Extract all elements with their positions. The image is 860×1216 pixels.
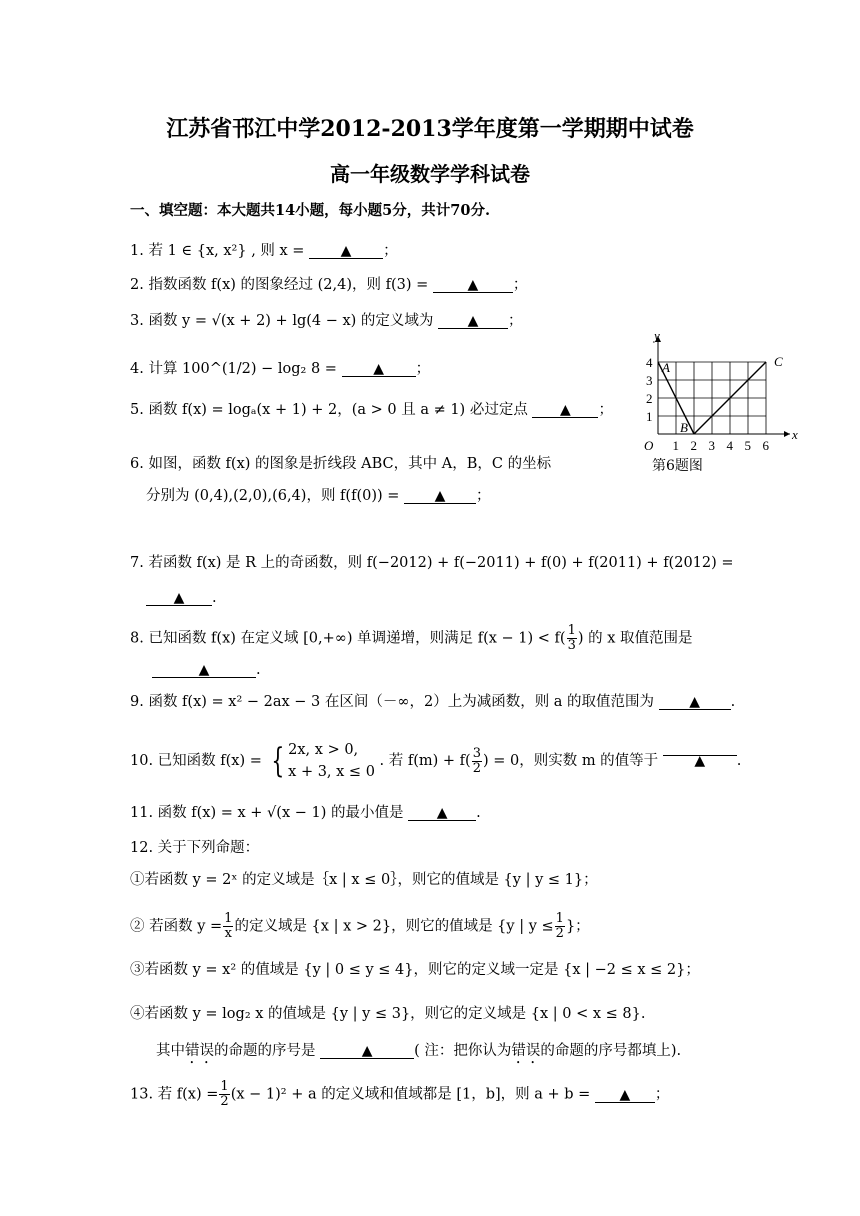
question-7-answer-line — [146, 588, 217, 608]
q12-proposition-3: ③若函数 y = x² 的值域是 {y | 0 ≤ y ≤ 4}，则它的定义域一定是 {x | −2 ≤ x ≤ 2}； — [130, 962, 700, 978]
exam-title: 江苏省邗江中学2012-2013学年度第一学期期中试卷 — [166, 116, 694, 142]
q10-number: 10. — [130, 753, 154, 769]
answer-triangle-icon: ▲ — [340, 243, 352, 259]
q10-answer-blank[interactable] — [663, 738, 737, 769]
section-heading: 一、填空题：本大题共14小题，每小题5分，共计70分. — [130, 202, 490, 219]
q2-text: 指数函数 f(x) 的图象经过 (2,4)，则 f(3) = — [148, 277, 429, 293]
q7-number: 7. — [130, 555, 144, 571]
figure-axes — [644, 328, 798, 453]
q10-end: . — [736, 753, 742, 769]
y-tick-label: 3 — [646, 373, 653, 388]
figure-plot — [658, 354, 783, 435]
q12-ask-c: ( 注：把你认为 — [414, 1043, 512, 1059]
x-axis-arrow-icon — [784, 431, 790, 437]
q7-answer-blank[interactable] — [146, 588, 212, 606]
q4-number: 4. — [130, 361, 144, 377]
q11-number: 11. — [130, 805, 154, 821]
fraction-denominator: x — [224, 926, 232, 941]
question-6-line1 — [130, 454, 551, 474]
q10-fraction — [472, 747, 482, 776]
x-axis-label: x — [792, 427, 798, 442]
question-8-answer-line — [152, 660, 261, 680]
question-12 — [130, 838, 259, 858]
question-2 — [130, 275, 527, 295]
q3-end: ； — [508, 313, 523, 329]
q12-ask-emphasis-2: 错误 — [511, 1043, 541, 1059]
q12-p2-fraction — [223, 912, 233, 941]
answer-triangle-icon: ▲ — [173, 590, 185, 606]
q6-figure — [636, 318, 796, 478]
q12-ask-emphasis: 错误 — [185, 1043, 214, 1059]
answer-triangle-icon: ▲ — [467, 313, 479, 329]
fraction-denominator: 3 — [567, 638, 576, 653]
y-tick-label: 2 — [646, 391, 653, 406]
point-label-b: B — [680, 420, 688, 435]
q2-answer-blank[interactable] — [433, 275, 513, 293]
q6-answer-blank[interactable] — [404, 486, 476, 504]
q10-case-1: 2x, x > 0, — [288, 742, 359, 758]
point-label-a: A — [662, 360, 670, 375]
question-8 — [130, 624, 693, 653]
answer-triangle-icon: ▲ — [373, 361, 384, 377]
q10-post: ) = 0，则实数 m 的值等于 — [482, 753, 659, 769]
x-tick-label: 5 — [744, 438, 751, 453]
q1-answer-blank[interactable] — [309, 241, 383, 259]
q6-number: 6. — [130, 456, 144, 472]
q10-pre: 已知函数 f(x) = — [157, 753, 262, 769]
question-1 — [130, 241, 398, 261]
q2-number: 2. — [130, 277, 144, 293]
q4-answer-blank[interactable] — [342, 359, 416, 377]
q4-text: 计算 100^(1/2) − log₂ 8 = — [148, 361, 337, 377]
q8-text-a: 已知函数 f(x) 在定义域 [0,+∞) 单调递增，则满足 f(x − 1) < f( — [148, 630, 566, 647]
q13-pre: 若 f(x) = — [157, 1086, 219, 1103]
q7-text: 若函数 f(x) 是 R 上的奇函数，则 f(−2012) + f(−2011) + f(0) + f(2011) + f(2012) = — [148, 555, 734, 571]
q9-end: . — [730, 694, 736, 710]
q12-proposition-4: ④若函数 y = log₂ x 的值域是 {y | y ≤ 3}，则它的定义域是 {x | 0 < x ≤ 8}. — [130, 1006, 646, 1022]
figure-caption: 第6题图 — [652, 458, 703, 474]
x-tick-label: 3 — [708, 438, 715, 453]
answer-triangle-icon: ▲ — [689, 694, 701, 710]
q4-end: ； — [415, 361, 431, 377]
y-tick-label: 4 — [646, 355, 653, 370]
question-9 — [130, 692, 735, 712]
x-tick-label: 4 — [726, 438, 733, 453]
q8-fraction — [567, 624, 577, 653]
q2-end: ； — [512, 277, 528, 293]
q8-end: . — [256, 662, 261, 678]
question-3 — [130, 311, 523, 331]
point-label-c: C — [774, 354, 783, 369]
q1-expr: 1 ∈ {x, x²} — [167, 243, 247, 259]
q9-text: 函数 f(x) = x² − 2ax − 3 在区间（－∞，2）上为减函数，则 a 的取值范围为 — [148, 694, 655, 710]
q10-cases — [288, 739, 375, 783]
q12-number: 12. — [130, 840, 154, 856]
question-11 — [130, 803, 481, 823]
q13-fraction — [219, 1080, 229, 1109]
q12-answer-blank[interactable] — [320, 1041, 414, 1059]
answer-triangle-icon: ▲ — [434, 488, 446, 504]
q6-line2: 分别为 (0,4),(2,0),(6,4)，则 f(f(0)) = — [146, 488, 400, 504]
q10-brace: { — [270, 741, 284, 781]
fraction-numerator: 1 — [224, 911, 233, 926]
fraction-denominator: 2 — [220, 1094, 229, 1109]
question-13 — [130, 1080, 669, 1109]
q8-text-b: ) 的 x 取值范围是 — [577, 630, 693, 647]
y-tick-label: 1 — [646, 409, 653, 424]
x-tick-label: 6 — [762, 438, 769, 453]
q7-end: . — [212, 590, 217, 606]
q5-number: 5. — [130, 402, 144, 418]
q5-text: 函数 f(x) = logₐ(x + 1) + 2，(a > 0 且 a ≠ 1) 必过定点 — [148, 402, 528, 418]
question-5 — [130, 400, 613, 420]
question-7 — [130, 553, 734, 573]
question-6-line2 — [146, 486, 491, 506]
q10-mid: . 若 f(m) + f( — [379, 753, 471, 769]
figure-grid — [658, 362, 766, 434]
x-tick-label: 2 — [690, 438, 697, 453]
q12-proposition-1: ①若函数 y = 2ˣ 的定义域是｛x | x ≤ 0｝，则它的值域是 {y | y ≤ 1}； — [130, 872, 598, 888]
q1-number: 1. — [130, 243, 144, 259]
answer-triangle-icon: ▲ — [619, 1086, 631, 1103]
q12-p2-c: }； — [565, 918, 590, 935]
q9-number: 9. — [130, 694, 144, 710]
q12-ask-d: 的命题的序号都填上). — [540, 1043, 682, 1059]
q1-post: , 则 x = — [251, 243, 305, 259]
fraction-numerator: 1 — [555, 911, 564, 926]
fraction-numerator: 1 — [220, 1079, 229, 1094]
q12-intro: 关于下列命题： — [157, 840, 260, 856]
q11-end: . — [476, 805, 481, 821]
q12-p2-a: ② 若函数 y = — [130, 918, 223, 935]
q3-text: 函数 y = √(x + 2) + lg(4 − x) 的定义域为 — [148, 313, 434, 329]
q12-question — [156, 1041, 681, 1067]
answer-triangle-icon: ▲ — [436, 805, 448, 821]
q1-end: ； — [383, 243, 398, 259]
q11-text: 函数 f(x) = x + √(x − 1) 的最小值是 — [157, 805, 404, 821]
q9-answer-blank[interactable] — [659, 692, 731, 710]
answer-triangle-icon: ▲ — [560, 402, 571, 418]
fraction-numerator: 1 — [567, 623, 576, 638]
q13-end: ； — [654, 1086, 670, 1103]
q6-end: ； — [476, 488, 491, 504]
q13-number: 13. — [130, 1086, 154, 1103]
q12-proposition-2 — [130, 912, 590, 941]
q12-p2-b: 的定义域是 {x | x > 2}，则它的值域是 {y | y ≤ — [234, 918, 554, 935]
answer-triangle-icon: ▲ — [198, 662, 210, 678]
answer-triangle-icon: ▲ — [361, 1043, 373, 1059]
q1-pre: 若 — [148, 243, 163, 259]
q3-answer-blank[interactable] — [438, 311, 508, 329]
answer-triangle-icon: ▲ — [467, 277, 479, 293]
answer-triangle-icon: ▲ — [694, 753, 706, 769]
origin-label: O — [644, 438, 654, 453]
q12-ask-b: 的命题的序号是 — [214, 1043, 316, 1059]
question-4 — [130, 359, 430, 379]
q6-line1: 如图，函数 f(x) 的图象是折线段 ABC，其中 A，B，C 的坐标 — [148, 456, 552, 472]
q13-post: (x − 1)² + a 的定义域和值域都是 [1，b]，则 a + b = — [230, 1086, 591, 1103]
exam-subtitle: 高一年级数学学科试卷 — [330, 162, 530, 186]
q12-ask-a: 其中 — [156, 1043, 185, 1059]
q5-answer-blank[interactable] — [532, 400, 598, 418]
fraction-denominator: 2 — [472, 760, 481, 776]
y-axis-label: y — [654, 328, 660, 343]
fraction-numerator: 3 — [472, 745, 481, 761]
fraction-denominator: 2 — [555, 926, 564, 941]
q12-p2-fraction-2 — [555, 912, 565, 941]
q3-number: 3. — [130, 313, 144, 329]
q13-answer-blank[interactable] — [595, 1085, 655, 1103]
q10-case-2: x + 3, x ≤ 0 — [288, 764, 375, 780]
q11-answer-blank[interactable] — [408, 803, 476, 821]
q8-number: 8. — [130, 630, 144, 647]
q8-answer-blank[interactable] — [152, 660, 256, 678]
question-10 — [130, 738, 741, 784]
x-tick-label: 1 — [672, 438, 679, 453]
q5-end: ； — [598, 402, 613, 418]
